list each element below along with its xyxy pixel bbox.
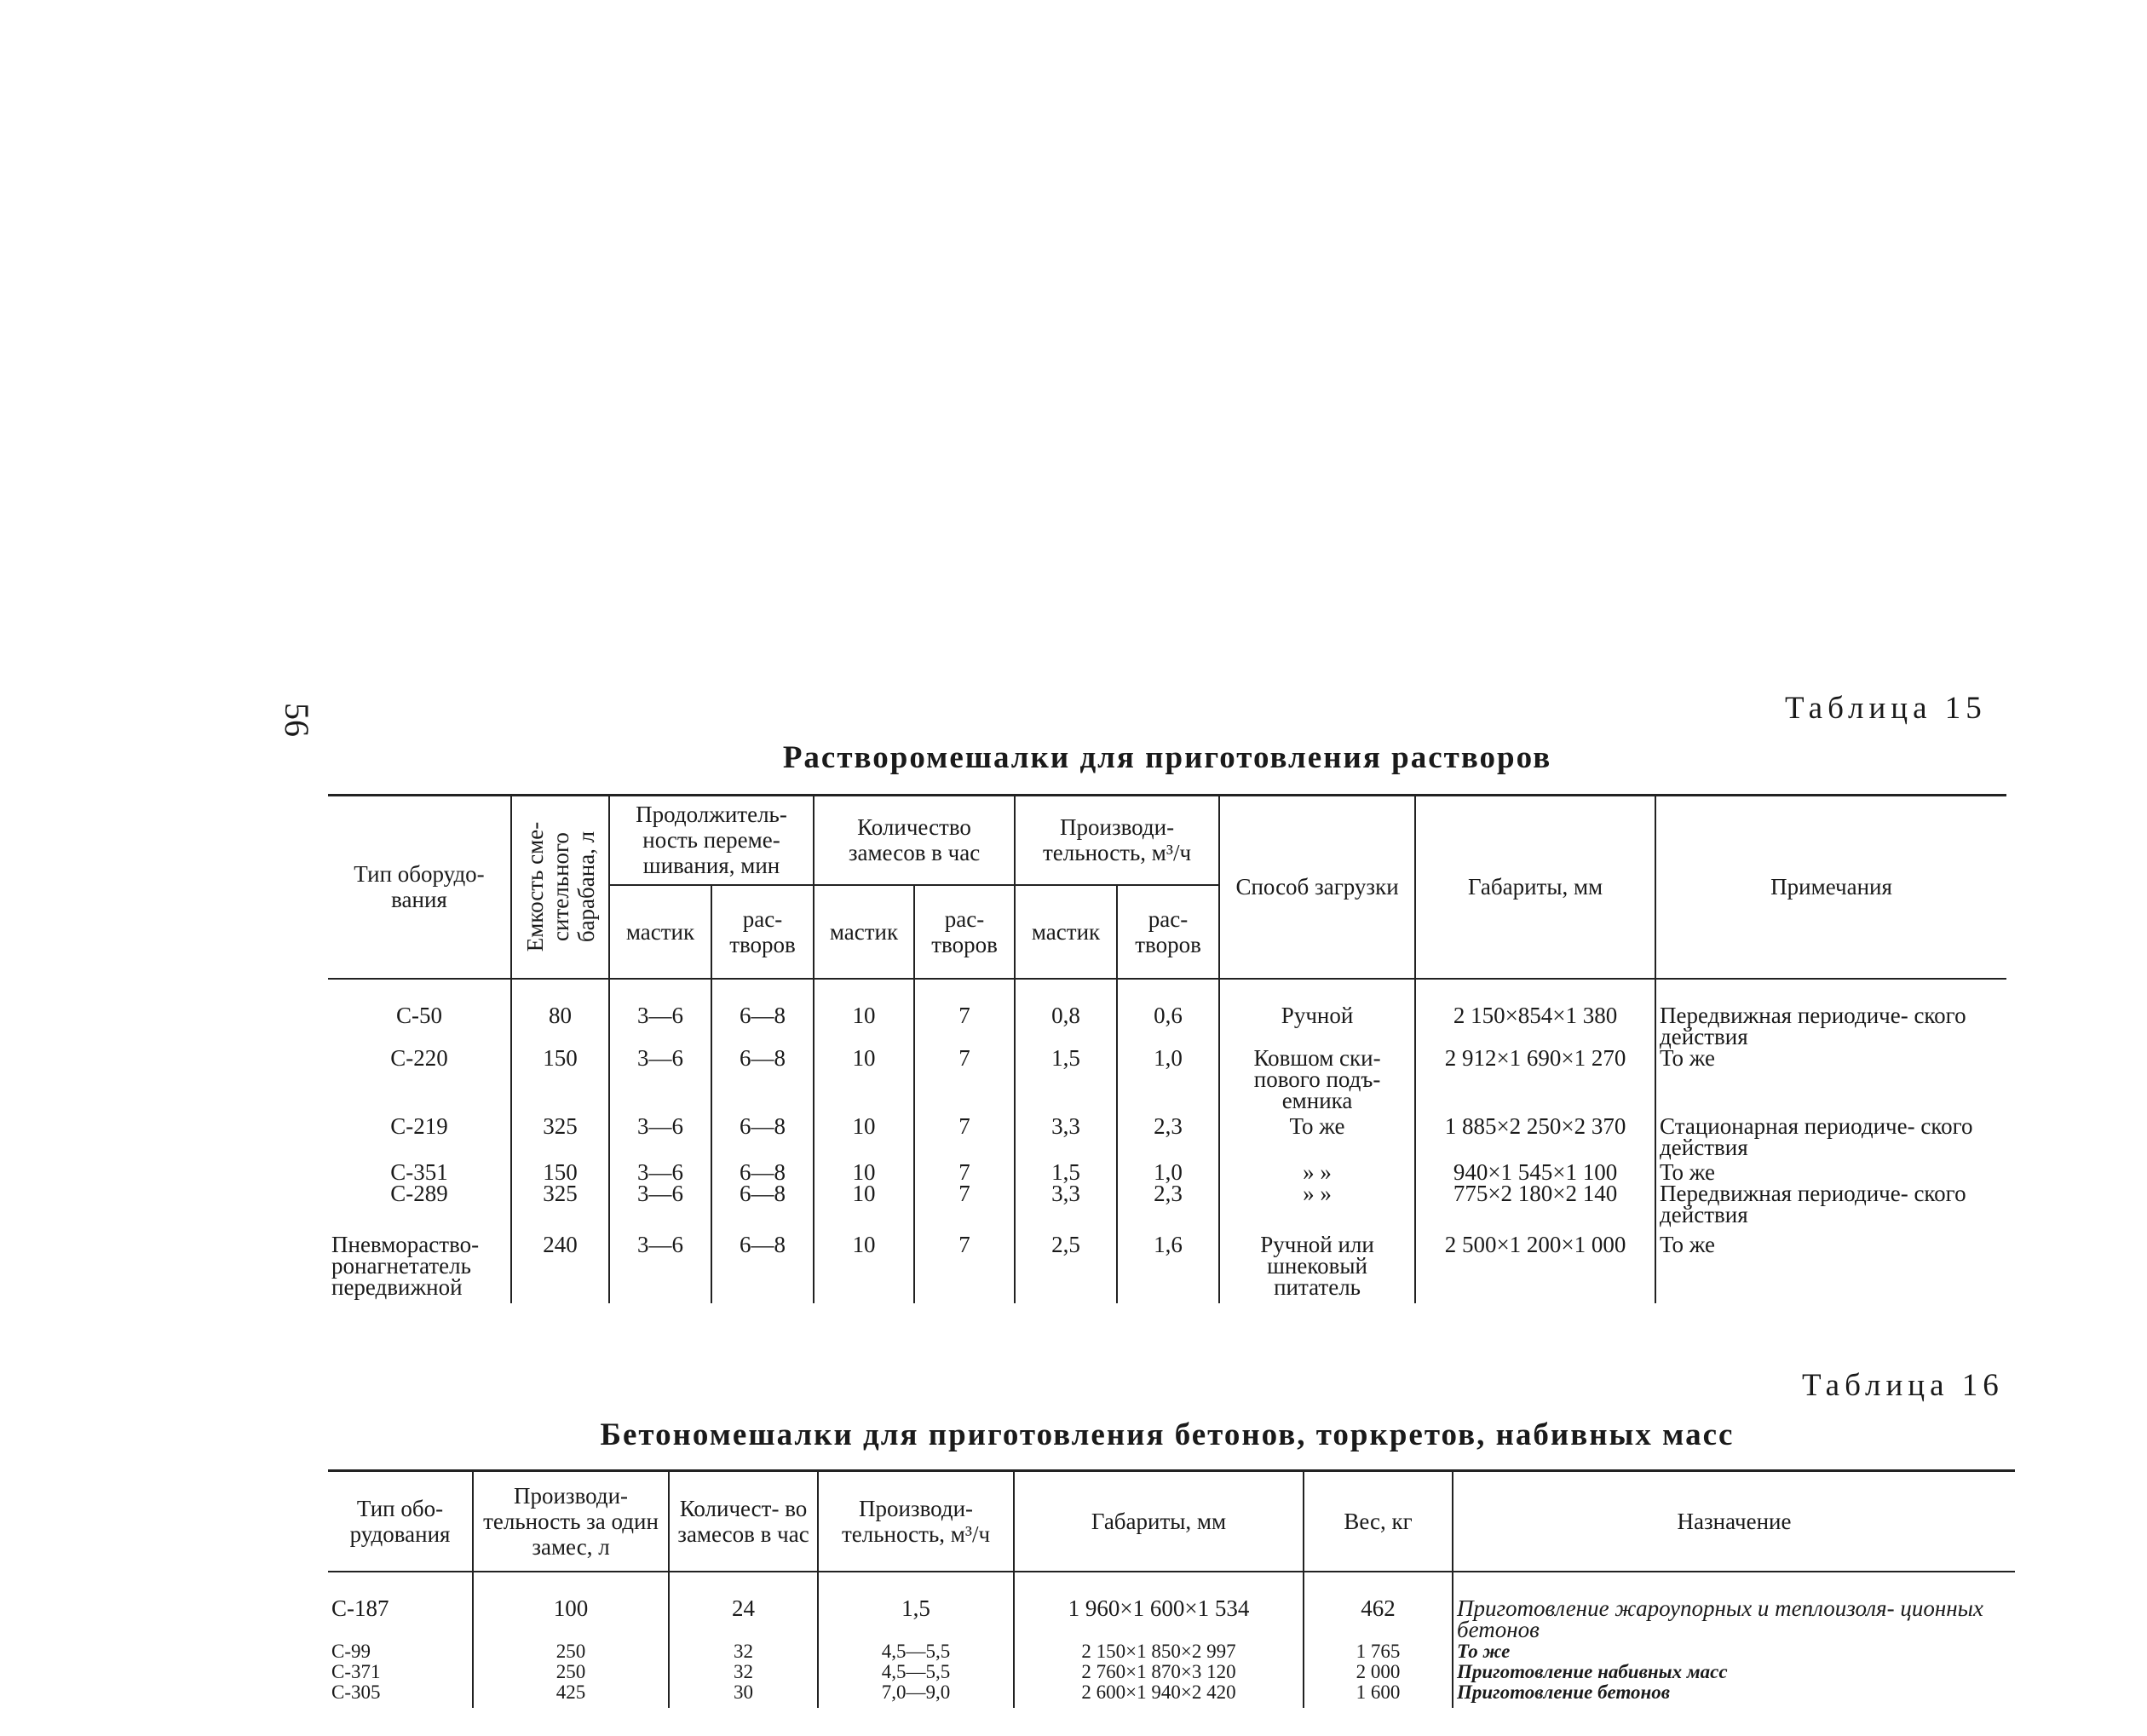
table-row xyxy=(328,1641,2015,1662)
t15-subheader-solutions: рас- творов xyxy=(711,885,814,979)
cell-notes: Стационарная периодиче- ского действия xyxy=(1655,1116,2006,1162)
t16-header-purpose: Назначение xyxy=(1453,1471,2015,1572)
cell-duration-solutions: 6—8 xyxy=(711,1183,814,1234)
cell-productivity-solutions: 0,6 xyxy=(1117,979,1219,1048)
cell-dimensions: 775×2 180×2 140 xyxy=(1415,1183,1655,1234)
cell-type: С-187 xyxy=(331,1595,389,1621)
cell-dimensions: 2 150×1 850×2 997 xyxy=(1014,1641,1304,1662)
cell-notes: Передвижная периодиче- ского действия xyxy=(1655,1183,2006,1234)
t15-header-loading: Способ загрузки xyxy=(1219,796,1415,979)
cell-type: Пневмораство- ронагнетатель передвижной xyxy=(331,1231,480,1300)
cell-notes: То же xyxy=(1655,1234,2006,1303)
cell-duration-mastic: 3—6 xyxy=(609,1234,711,1303)
cell-type: С-371 xyxy=(331,1660,381,1682)
table16-title: Бетономешалки для приготовления бетонов, торкретов, набивных масс xyxy=(600,1417,1735,1452)
cell-loading: Ковшом ски- пового подъ- емника xyxy=(1219,1048,1415,1116)
table-row xyxy=(328,1162,2006,1183)
t16-header-productivity-batch: Производи- тельность за один замес, л xyxy=(473,1471,669,1572)
cell-notes: То же xyxy=(1655,1162,2006,1183)
cell-dimensions: 2 600×1 940×2 420 xyxy=(1014,1682,1304,1708)
cell-batches: 30 xyxy=(669,1682,818,1708)
cell-productivity: 7,0—9,0 xyxy=(818,1682,1014,1708)
cell-productivity-solutions: 2,3 xyxy=(1117,1183,1219,1234)
cell-purpose: Приготовление набивных масс xyxy=(1453,1662,2015,1682)
cell-productivity-mastic: 0,8 xyxy=(1015,979,1117,1048)
cell-productivity: 4,5—5,5 xyxy=(818,1662,1014,1682)
cell-duration-solutions: 6—8 xyxy=(711,1162,814,1183)
t15-header-capacity: Емкость сме- сительного барабана, л xyxy=(511,796,609,979)
t15-header-batches: Количество замесов в час xyxy=(814,796,1015,885)
cell-batches-solutions: 7 xyxy=(914,1116,1015,1162)
cell-capacity: 150 xyxy=(511,1162,609,1183)
cell-weight: 1 600 xyxy=(1304,1682,1453,1708)
cell-batches-solutions: 7 xyxy=(914,1183,1015,1234)
t15-header-productivity: Производи- тельность, м³/ч xyxy=(1015,796,1219,885)
table-row xyxy=(328,1048,2006,1116)
cell-weight: 1 765 xyxy=(1304,1641,1453,1662)
cell-capacity: 240 xyxy=(511,1234,609,1303)
t16-header-batches: Количест- во замесов в час xyxy=(669,1471,818,1572)
cell-purpose: Приготовление бетонов xyxy=(1453,1682,2015,1708)
t15-subheader-mastic: мастик xyxy=(814,885,914,979)
cell-duration-mastic: 3—6 xyxy=(609,1048,711,1116)
table16-label: Таблица 16 xyxy=(1802,1368,2004,1403)
cell-dimensions: 1 885×2 250×2 370 xyxy=(1415,1116,1655,1162)
cell-capacity: 150 xyxy=(511,1048,609,1116)
cell-batches: 24 xyxy=(669,1572,818,1641)
cell-duration-solutions: 6—8 xyxy=(711,1048,814,1116)
cell-productivity-mastic: 1,5 xyxy=(1015,1048,1117,1116)
table-row xyxy=(328,1116,2006,1162)
t16-header-type: Тип обо- рудования xyxy=(328,1471,473,1572)
table-row xyxy=(328,1682,2015,1708)
table-row xyxy=(328,1234,2006,1303)
cell-productivity-solutions: 1,0 xyxy=(1117,1162,1219,1183)
cell-productivity: 1,5 xyxy=(818,1572,1014,1641)
table-row xyxy=(328,1572,2015,1641)
cell-weight: 2 000 xyxy=(1304,1662,1453,1682)
cell-productivity-mastic: 3,3 xyxy=(1015,1183,1117,1234)
t16-header-dimensions: Габариты, мм xyxy=(1014,1471,1304,1572)
cell-loading: Ручной xyxy=(1219,979,1415,1048)
cell-duration-solutions: 6—8 xyxy=(711,979,814,1048)
cell-batches: 32 xyxy=(669,1641,818,1662)
t15-header-type: Тип оборудо- вания xyxy=(328,796,511,979)
cell-productivity-solutions: 1,6 xyxy=(1117,1234,1219,1303)
table-row xyxy=(328,1662,2015,1682)
cell-type: С-305 xyxy=(331,1681,381,1703)
cell-duration-mastic: 3—6 xyxy=(609,1162,711,1183)
table16 xyxy=(328,1469,2015,1708)
cell-type: С-220 xyxy=(390,1044,448,1071)
cell-batches-mastic: 10 xyxy=(814,979,914,1048)
t15-header-dimensions: Габариты, мм xyxy=(1415,796,1655,979)
cell-loading: Ручной или шнековый питатель xyxy=(1219,1234,1415,1303)
table15-title: Растворомешалки для приготовления растворов xyxy=(782,740,1552,775)
cell-weight: 462 xyxy=(1304,1572,1453,1641)
cell-batches-mastic: 10 xyxy=(814,1234,914,1303)
cell-dimensions: 2 760×1 870×3 120 xyxy=(1014,1662,1304,1682)
cell-duration-mastic: 3—6 xyxy=(609,979,711,1048)
t15-subheader-solutions: рас- творов xyxy=(1117,885,1219,979)
cell-type: С-219 xyxy=(390,1112,448,1139)
cell-batches-solutions: 7 xyxy=(914,1048,1015,1116)
cell-capacity: 325 xyxy=(511,1116,609,1162)
cell-batches-mastic: 10 xyxy=(814,1116,914,1162)
page-number: 56 xyxy=(278,703,316,737)
cell-type: С-351 xyxy=(390,1158,448,1185)
cell-batches-solutions: 7 xyxy=(914,1234,1015,1303)
cell-type: С-289 xyxy=(390,1180,448,1206)
cell-loading: » » xyxy=(1219,1183,1415,1234)
cell-dimensions: 940×1 545×1 100 xyxy=(1415,1162,1655,1183)
table15 xyxy=(328,794,2006,1303)
cell-capacity: 325 xyxy=(511,1183,609,1234)
cell-batches-mastic: 10 xyxy=(814,1183,914,1234)
cell-productivity-batch: 250 xyxy=(473,1662,669,1682)
cell-productivity-mastic: 1,5 xyxy=(1015,1162,1117,1183)
cell-batches-solutions: 7 xyxy=(914,979,1015,1048)
cell-duration-solutions: 6—8 xyxy=(711,1116,814,1162)
t15-header-duration: Продолжитель- ность переме- шивания, мин xyxy=(609,796,814,885)
t15-subheader-mastic: мастик xyxy=(609,885,711,979)
t15-subheader-solutions: рас- творов xyxy=(914,885,1015,979)
cell-dimensions: 2 500×1 200×1 000 xyxy=(1415,1234,1655,1303)
cell-productivity-mastic: 2,5 xyxy=(1015,1234,1117,1303)
cell-notes: То же xyxy=(1655,1048,2006,1116)
cell-purpose: То же xyxy=(1453,1641,2015,1662)
cell-notes: Передвижная периодиче- ского действия xyxy=(1655,979,2006,1048)
cell-productivity-batch: 250 xyxy=(473,1641,669,1662)
cell-dimensions: 2 150×854×1 380 xyxy=(1415,979,1655,1048)
cell-batches: 32 xyxy=(669,1662,818,1682)
cell-duration-mastic: 3—6 xyxy=(609,1116,711,1162)
cell-dimensions: 2 912×1 690×1 270 xyxy=(1415,1048,1655,1116)
cell-loading: То же xyxy=(1219,1116,1415,1162)
t15-subheader-mastic: мастик xyxy=(1015,885,1117,979)
cell-productivity: 4,5—5,5 xyxy=(818,1641,1014,1662)
t16-header-productivity: Производи- тельность, м³/ч xyxy=(818,1471,1014,1572)
cell-loading: » » xyxy=(1219,1162,1415,1183)
cell-batches-mastic: 10 xyxy=(814,1162,914,1183)
cell-productivity-batch: 425 xyxy=(473,1682,669,1708)
cell-dimensions: 1 960×1 600×1 534 xyxy=(1014,1572,1304,1641)
cell-duration-mastic: 3—6 xyxy=(609,1183,711,1234)
cell-productivity-solutions: 2,3 xyxy=(1117,1116,1219,1162)
cell-purpose: Приготовление жароупорных и теплоизоля- ционных бетонов xyxy=(1453,1572,2015,1641)
cell-type: С-50 xyxy=(396,1002,442,1028)
cell-duration-solutions: 6—8 xyxy=(711,1234,814,1303)
t15-header-notes: Примечания xyxy=(1655,796,2006,979)
cell-productivity-batch: 100 xyxy=(473,1572,669,1641)
cell-productivity-mastic: 3,3 xyxy=(1015,1116,1117,1162)
cell-productivity-solutions: 1,0 xyxy=(1117,1048,1219,1116)
table-row xyxy=(328,1183,2006,1234)
table15-label: Таблица 15 xyxy=(1785,691,1987,726)
cell-type: С-99 xyxy=(331,1640,371,1662)
cell-batches-solutions: 7 xyxy=(914,1162,1015,1183)
t16-header-weight: Вес, кг xyxy=(1304,1471,1453,1572)
cell-batches-mastic: 10 xyxy=(814,1048,914,1116)
table-row xyxy=(328,979,2006,1048)
cell-capacity: 80 xyxy=(511,979,609,1048)
